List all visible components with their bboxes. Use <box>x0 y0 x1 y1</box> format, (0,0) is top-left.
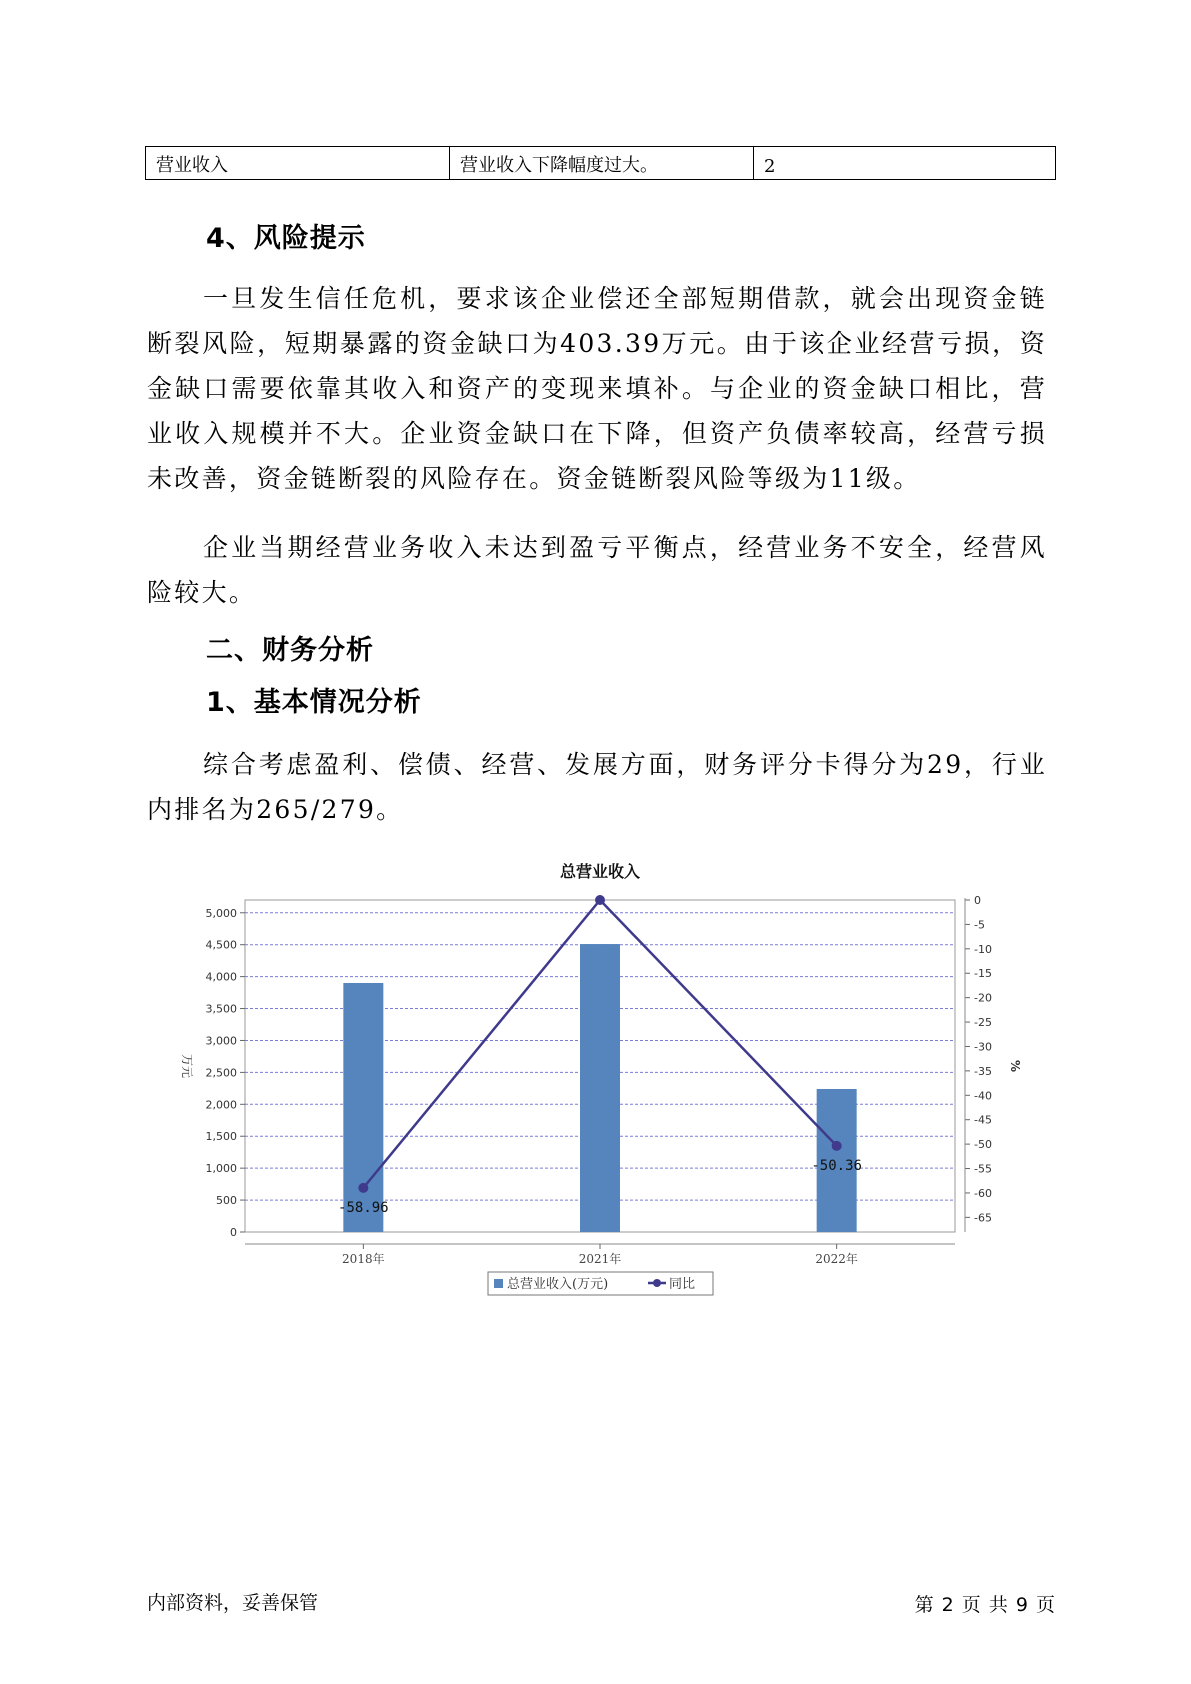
page-number: 第 2 页 共 9 页 <box>914 1594 1056 1616</box>
legend-bar-swatch <box>494 1279 503 1288</box>
data-label: -58.96 <box>338 1199 389 1216</box>
table-cell: 营业收入 <box>146 147 450 180</box>
finance-heading: 二、财务分析 <box>206 635 374 666</box>
data-label: -50.36 <box>811 1157 862 1174</box>
table-row <box>146 147 1056 180</box>
line-point <box>358 1183 368 1193</box>
left-axis-label: 万元 <box>180 1053 194 1079</box>
table-cell: 2 <box>754 147 1056 180</box>
left-tick-label: 1,500 <box>205 1130 237 1144</box>
right-tick-label: -55 <box>974 1162 992 1176</box>
chart-svg <box>170 855 1030 1315</box>
right-tick-label: 0 <box>974 894 981 907</box>
basic-analysis-heading: 1、基本情况分析 <box>206 687 422 718</box>
revenue-chart <box>170 855 1030 1315</box>
left-tick-label: 3,500 <box>205 1002 237 1016</box>
bar <box>343 983 383 1232</box>
risk-paragraph-1: 一旦发生信任危机，要求该企业偿还全部短期借款，就会出现资金链断裂风险，短期暴露的资金缺口为403.39万元。由于该企业经营亏损，资金缺口需要依靠其收入和资产的变现来填补。与企业的资金缺口相比，营业收入规模并不大。企业资金缺口在下降，但资产负债率较高，经营亏损未改善，资金链断裂的风险存在。资金链断裂风险等级为11级。 <box>147 284 1047 493</box>
right-tick-label: -45 <box>974 1113 992 1127</box>
left-tick-label: 0 <box>230 1226 237 1239</box>
left-tick-label: 5,000 <box>205 906 237 920</box>
x-tick-label: 2018年 <box>342 1252 385 1266</box>
x-tick-label: 2021年 <box>578 1252 622 1266</box>
x-tick-label: 2022年 <box>815 1252 858 1266</box>
right-tick-label: -25 <box>974 1016 992 1030</box>
line-point <box>832 1141 842 1151</box>
right-tick-label: -15 <box>974 967 992 981</box>
chart-title: 总营业收入 <box>559 862 641 881</box>
right-tick-label: -60 <box>974 1186 992 1200</box>
right-tick-label: -5 <box>974 918 985 932</box>
left-tick-label: 2,500 <box>205 1066 237 1080</box>
footer-note: 内部资料，妥善保管 <box>147 1592 319 1614</box>
risk-table <box>145 146 1056 180</box>
right-tick-label: -40 <box>974 1089 992 1103</box>
finance-paragraph: 综合考虑盈利、偿债、经营、发展方面，财务评分卡得分为29，行业内排名为265/279。 <box>147 750 1047 824</box>
legend-line-marker <box>653 1279 661 1287</box>
left-tick-label: 500 <box>216 1194 237 1208</box>
risk-heading: 4、风险提示 <box>206 223 366 254</box>
right-tick-label: -10 <box>974 942 992 956</box>
risk-paragraph-2: 企业当期经营业务收入未达到盈亏平衡点，经营业务不安全，经营风险较大。 <box>147 533 1047 607</box>
table-cell: 营业收入下降幅度过大。 <box>450 147 754 180</box>
right-tick-label: -50 <box>974 1138 992 1152</box>
left-tick-label: 4,500 <box>205 938 237 952</box>
left-tick-label: 4,000 <box>205 970 237 984</box>
left-tick-label: 2,000 <box>205 1098 237 1112</box>
left-tick-label: 3,000 <box>205 1034 237 1048</box>
line-point <box>595 895 605 905</box>
right-axis-label: % <box>1008 1059 1022 1073</box>
right-tick-label: -35 <box>974 1064 992 1078</box>
right-tick-label: -65 <box>974 1211 992 1225</box>
right-tick-label: -20 <box>974 991 992 1005</box>
right-tick-label: -30 <box>974 1040 992 1054</box>
left-tick-label: 1,000 <box>205 1162 237 1176</box>
legend-bar-label: 总营业收入(万元) <box>507 1277 609 1292</box>
legend-line-label: 同比 <box>669 1277 696 1292</box>
bar <box>580 944 620 1232</box>
